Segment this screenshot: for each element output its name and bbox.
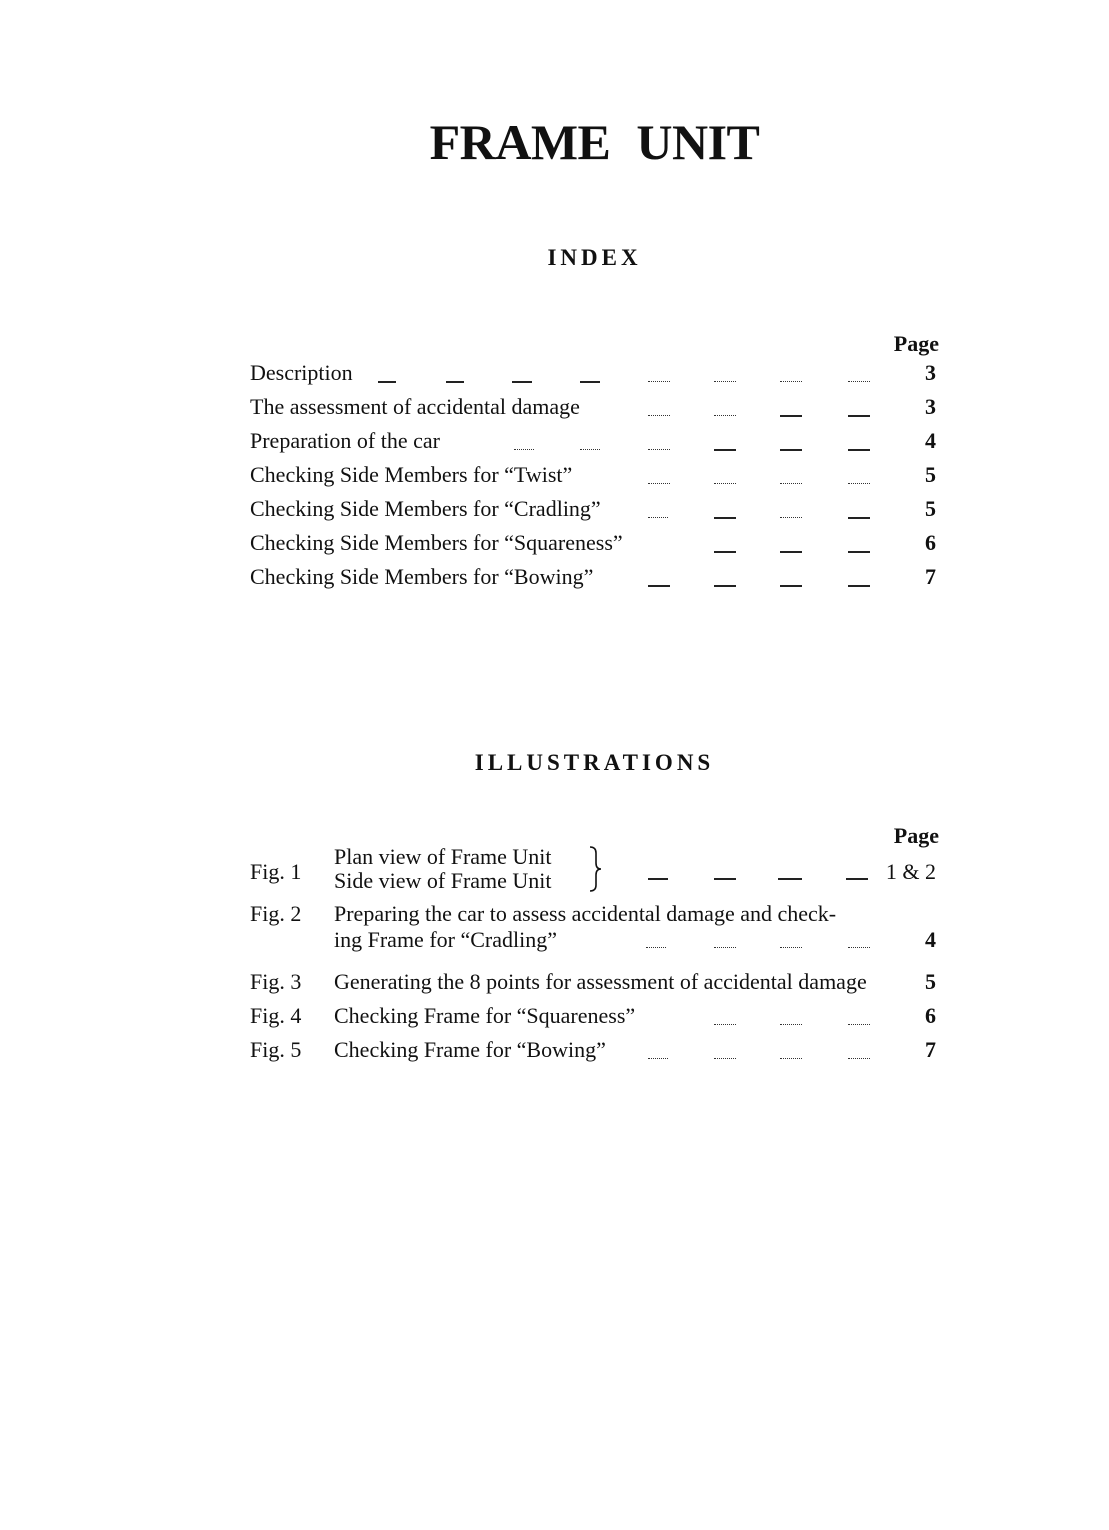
leader-line <box>780 415 802 417</box>
figure-caption-line: Generating the 8 points for assessment of accidental damage <box>334 969 867 994</box>
illustrations-page-column-label: Page <box>893 823 939 848</box>
leader-line <box>714 878 736 880</box>
figure-entry[interactable] <box>250 967 938 1001</box>
leader-line <box>648 1058 668 1059</box>
index-entry-text: Description <box>250 360 353 385</box>
index-list <box>250 358 938 596</box>
leader-line <box>514 449 534 450</box>
illustrations-heading: ILLUSTRATIONS <box>474 750 715 775</box>
leader-line <box>848 449 870 451</box>
leader-line <box>848 381 870 382</box>
leader-line <box>648 585 670 587</box>
index-entry[interactable] <box>250 426 938 460</box>
leader-line <box>714 1024 736 1025</box>
index-entry-text: Preparation of the car <box>250 428 440 453</box>
leader-line <box>714 585 736 587</box>
index-entry-text: Checking Side Members for “Bowing” <box>250 564 594 589</box>
leader-line <box>378 381 396 383</box>
index-entry[interactable] <box>250 494 938 528</box>
figure-page: 6 <box>925 1003 936 1028</box>
figure-caption-line: Checking Frame for “Bowing” <box>334 1037 606 1062</box>
figure-entry[interactable] <box>250 901 938 967</box>
leader-line <box>648 415 670 416</box>
figure-caption-line: Checking Frame for “Squareness” <box>334 1003 636 1028</box>
leader-line <box>446 381 464 383</box>
index-entry[interactable] <box>250 528 938 562</box>
figure-page: 7 <box>925 1037 936 1062</box>
page-title: FRAME UNIT <box>429 114 760 170</box>
index-page-column-label: Page <box>893 331 939 356</box>
figure-entry[interactable] <box>250 845 938 897</box>
index-entry-page: 5 <box>925 462 936 487</box>
illustrations-list <box>250 845 938 1069</box>
index-entry-page: 5 <box>925 496 936 521</box>
leader-line <box>580 381 600 383</box>
leader-line <box>848 483 870 484</box>
index-entry-page: 4 <box>925 428 936 453</box>
leader-line <box>648 483 670 484</box>
leader-line <box>780 1058 802 1059</box>
leader-line <box>580 449 600 450</box>
leader-line <box>646 947 666 948</box>
leader-line <box>780 1024 802 1025</box>
index-entry[interactable] <box>250 562 938 596</box>
leader-line <box>848 585 870 587</box>
leader-line <box>714 517 736 519</box>
leader-line <box>512 381 532 383</box>
index-entry[interactable] <box>250 460 938 494</box>
leader-line <box>648 517 668 518</box>
index-entry-text: Checking Side Members for “Squareness” <box>250 530 623 555</box>
leader-line <box>714 449 736 451</box>
leader-line <box>714 381 736 382</box>
index-entry-text: Checking Side Members for “Twist” <box>250 462 573 487</box>
index-entry-text: Checking Side Members for “Cradling” <box>250 496 601 521</box>
figure-page: 4 <box>925 927 936 952</box>
leader-line <box>848 947 870 948</box>
leader-line <box>780 381 802 382</box>
leader-line <box>714 1058 736 1059</box>
leader-line <box>714 551 736 553</box>
figure-entry[interactable] <box>250 1035 938 1069</box>
leader-line <box>848 551 870 553</box>
index-entry-page: 7 <box>925 564 936 589</box>
leader-line <box>648 381 670 382</box>
figure-label: Fig. 5 <box>250 1037 302 1062</box>
index-heading: INDEX <box>547 245 642 270</box>
figure-label: Fig. 2 <box>250 901 302 926</box>
leader-line <box>848 517 870 519</box>
figure-page: 1 & 2 <box>885 859 936 884</box>
leader-line <box>848 1024 870 1025</box>
figure-caption-line: Preparing the car to assess accidental damage and check- <box>334 901 837 926</box>
leader-line <box>780 585 802 587</box>
index-entry[interactable] <box>250 358 938 392</box>
figure-caption-line: Side view of Frame Unit <box>334 868 552 893</box>
leader-line <box>780 483 802 484</box>
leader-line <box>780 449 802 451</box>
index-entry-page: 3 <box>925 360 936 385</box>
figure-caption-line: Plan view of Frame Unit <box>334 844 552 869</box>
leader-line <box>848 415 870 417</box>
figure-label: Fig. 4 <box>250 1003 302 1028</box>
leader-line <box>780 517 802 518</box>
figure-caption-line: ing Frame for “Cradling” <box>334 927 557 952</box>
leader-line <box>714 947 736 948</box>
leader-line <box>780 947 802 948</box>
leader-line <box>846 878 868 880</box>
figure-page: 5 <box>925 969 936 994</box>
leader-line <box>848 1058 870 1059</box>
figure-label: Fig. 1 <box>250 859 302 884</box>
figure-entry[interactable] <box>250 1001 938 1035</box>
index-entry[interactable] <box>250 392 938 426</box>
index-entry-page: 3 <box>925 394 936 419</box>
leader-line <box>648 878 668 880</box>
leader-line <box>648 449 670 450</box>
figure-label: Fig. 3 <box>250 969 302 994</box>
leader-line <box>714 415 736 416</box>
index-entry-text: The assessment of accidental damage <box>250 394 580 419</box>
right-brace-icon <box>588 845 602 893</box>
leader-line <box>778 878 802 880</box>
leader-line <box>714 483 736 484</box>
index-entry-page: 6 <box>925 530 936 555</box>
leader-line <box>780 551 802 553</box>
